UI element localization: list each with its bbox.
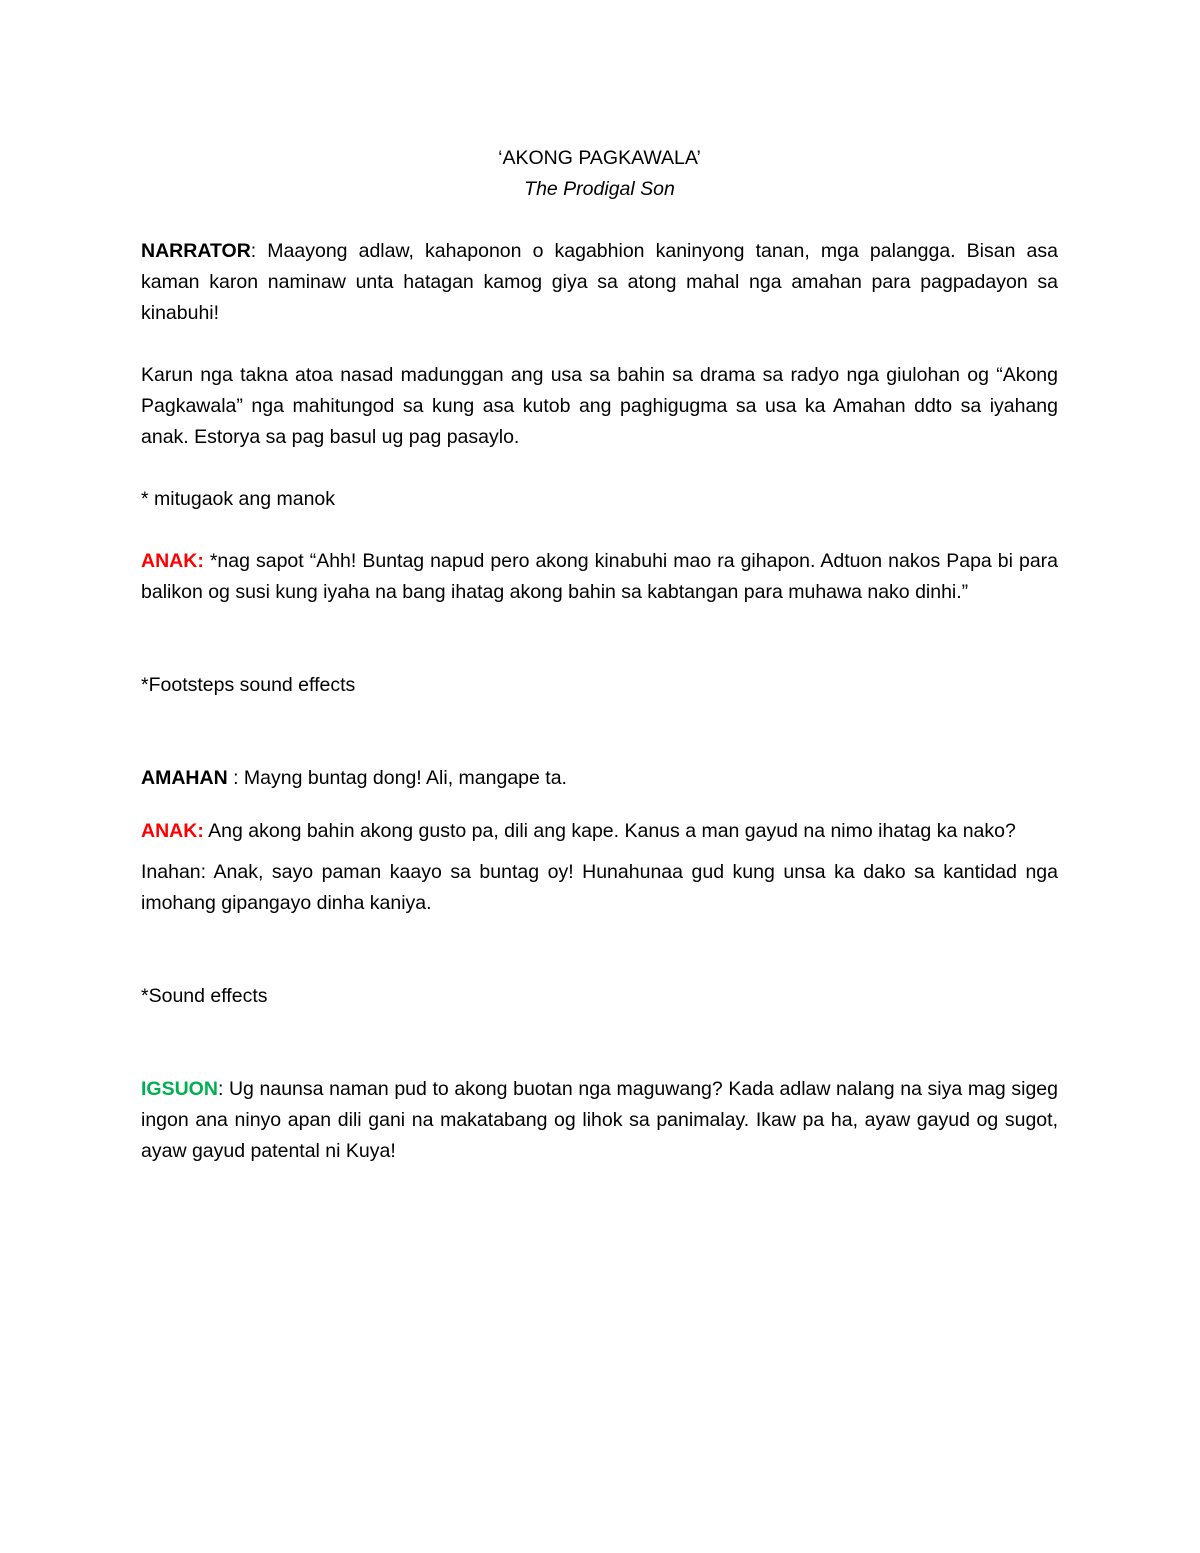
igsuon-line-text: : Ug naunsa naman pud to akong buotan nga maguwang? Kada adlaw nalang na siya mag sigeg ingon ana ninyo apan dili gani na makatabang og lihok sa panimalay. Ikaw pa ha, ayaw gayud og sugot, ayaw gayud patental ni Kuya! — [141, 1078, 1058, 1162]
anak-line-2-text: Ang akong bahin akong gusto pa, dili ang kape. Kanus a man gayud na nimo ihatag ka nako? — [203, 820, 1016, 842]
narration-paragraph: Karun nga takna atoa nasad madunggan ang usa sa bahin sa drama sa radyo nga giulohan og “Akong Pagkawala” nga mahitungod sa kung asa kutob ang paghigugma sa usa ka Amahan ddto sa iyahang anak. Estorya sa pag basul ug pag pasaylo. — [141, 364, 1058, 448]
document-subtitle: The Prodigal Son — [524, 178, 675, 200]
speaker-narrator: NARRATOR — [141, 240, 251, 262]
inahan-line: Inahan: Anak, sayo paman kaayo sa buntag oy! Hunahunaa gud kung unsa ka dako sa kantidad nga imohang gipangayo dinha kaniya. — [141, 861, 1058, 914]
igsuon-line — [141, 1074, 1058, 1167]
speaker-anak: ANAK: — [141, 550, 204, 572]
document-title: ‘AKONG PAGKAWALA’ — [498, 147, 701, 169]
script-body — [141, 143, 1058, 1198]
narrator-sep: : — [250, 240, 268, 262]
speaker-igsuon: IGSUON — [141, 1078, 218, 1100]
anak-line-2 — [141, 816, 1058, 847]
narrator-text: Maayong adlaw, kahaponon o kagabhion kaninyong tanan, mga palangga. Bisan asa kaman karon naminaw unta hatagan kamog giya sa atong mahal nga amahan para pagpadayon sa kinabuhi! — [141, 240, 1058, 324]
sound-cue-footsteps: *Footsteps sound effects — [141, 674, 356, 696]
amahan-line — [141, 763, 1058, 794]
anak-line-1-text: *nag sapot “Ahh! Buntag napud pero akong kinabuhi mao ra gihapon. Adtuon nakos Papa bi para balikon og susi kung iyaha na bang ihatag akong bahin sa kabtangan para muhawa nako dinhi.” — [141, 550, 1058, 603]
speaker-amahan: AMAHAN — [141, 767, 228, 789]
sound-cue-rooster: * mitugaok ang manok — [141, 488, 336, 510]
amahan-line-text: : Mayng buntag dong! Ali, mangape ta. — [227, 767, 567, 789]
speaker-anak-2: ANAK: — [141, 820, 204, 842]
sound-cue-effects: *Sound effects — [141, 985, 268, 1007]
narrator-line — [141, 236, 1058, 329]
anak-line-1 — [141, 546, 1058, 608]
